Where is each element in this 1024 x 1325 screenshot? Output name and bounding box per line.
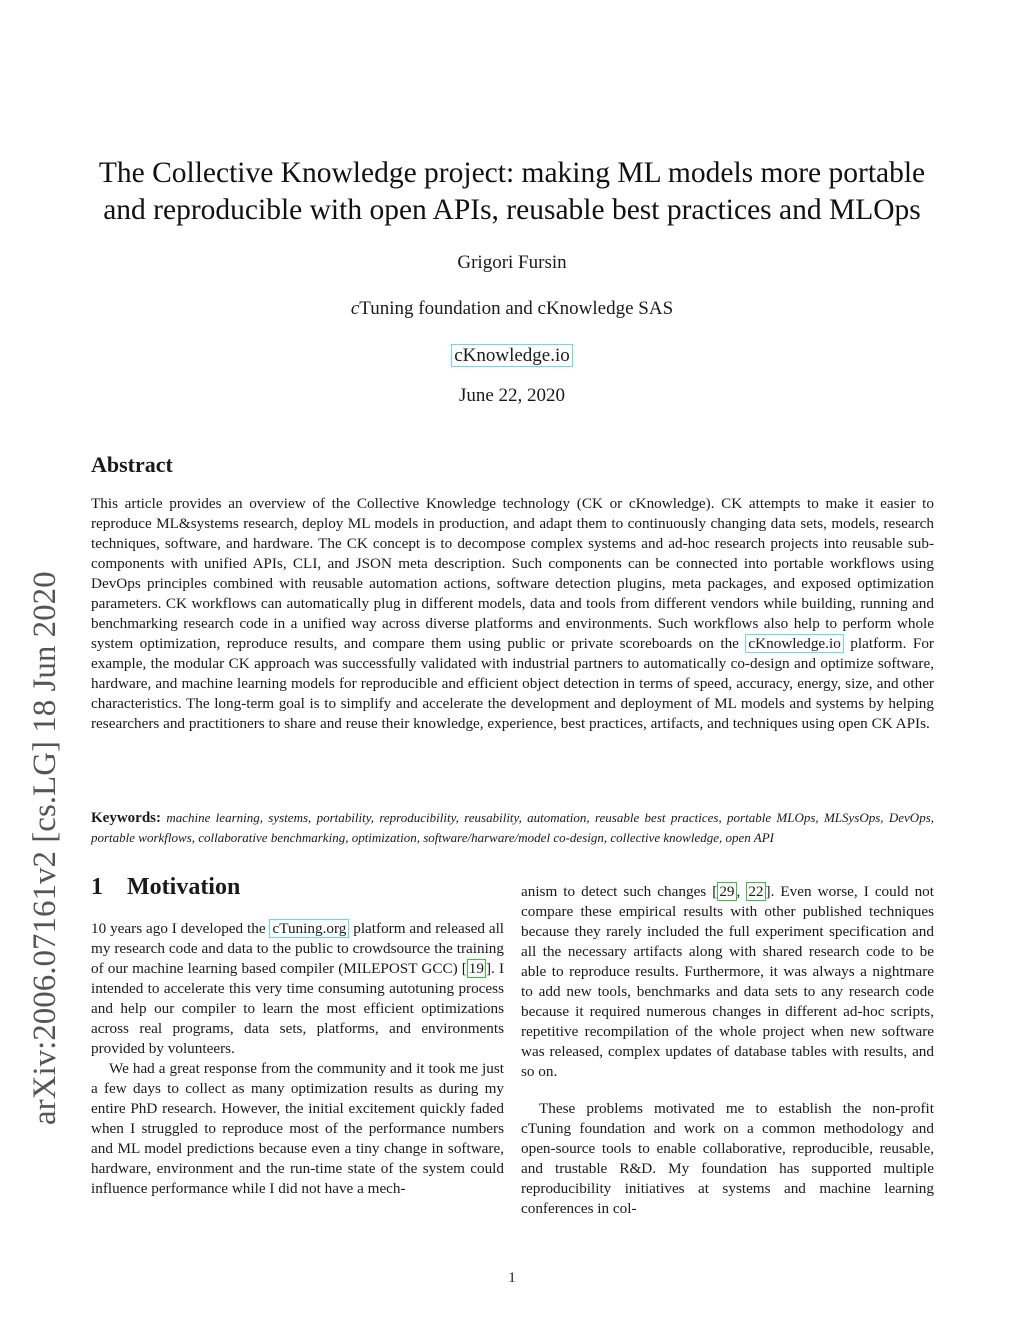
website-line <box>60 344 964 368</box>
left-p1-text-b: platform and released all my research code and data to the public to crowdsource the training of our machine learning based compiler (MILEPOST GCC) <box>91 920 505 977</box>
right-p1-text-b: ]. Even worse, I could not compare these empirical results with other published techniques because they rarely included the full experiment specification and all the necessary artifacts along with shared research code to be able to reproduce results. Furthermore, it was always a nightmare to add new tools, benchmarks and data sets to any research code because it required numerous changes in different ad-hoc scripts, repetitive recompilation of the whole project when new software was released, complex updates of database tables with results, and so on. <box>521 883 934 1080</box>
right-column <box>521 882 934 1219</box>
right-paragraph-2: These problems motivated me to establish the non-profit cTuning foundation and work on a common methodology and open-source tools to enable collaborative, reproducible, reusable, and trustable R&D. My foundation has supported multiple reproducibility initiatives at systems and machine learning conferences in col- <box>521 1100 934 1217</box>
citation-separator: , <box>736 883 747 900</box>
section-number: 1 <box>91 874 103 900</box>
page-number: 1 <box>508 1270 516 1286</box>
keywords-label: Keywords: <box>91 810 161 826</box>
paragraph-gap <box>521 1082 934 1099</box>
affiliation <box>60 297 964 321</box>
section-heading <box>91 874 240 901</box>
abstract-body <box>91 494 934 734</box>
affiliation-italic-c: c <box>350 298 360 319</box>
right-paragraph-1 <box>521 882 934 1082</box>
citation-29[interactable]: 29 <box>719 883 735 900</box>
citation-19[interactable]: 19 <box>468 960 484 977</box>
ctuning-link[interactable]: cTuning.org <box>269 919 349 938</box>
left-paragraph-1: 10 years ago I developed the cTuning.org platform and released all my research code and data to the public to crowdsource the training of our machine learning based compiler (MILEPOST GCC) [ 19 ]. I intended to accelerate this very time consuming autotuning process and help our compiler to learn the most efficient optimizations across real programs, data sets, platforms, and environments provided by volunteers. <box>91 920 505 1057</box>
arxiv-side-stamp: arXiv:2006.07161v2 [cs.LG] 18 Jun 2020 <box>27 571 63 1125</box>
abstract-cknowledge-link[interactable]: cKnowledge.io <box>745 634 843 653</box>
keywords-list: machine learning, systems, portability, reproducibility, reusability, automation, reusable best practices, portable MLOps, MLSysOps, DevOps, portable workflows, collaborative benchmarking, optimization, software/harware/model co-design, collective knowledge, open API <box>91 810 935 845</box>
keywords-block <box>91 808 934 848</box>
left-paragraph-2: We had a great response from the community and it took me just a few days to collect as many optimization results as during my entire PhD research. However, the initial excitement quickly faded when I struggled to reproduce most of the performance numbers and ML model predictions because even a tiny change in software, hardware, environment and the run-time state of the system could influence performance while I did not have a mech- <box>91 1060 504 1197</box>
abstract-text-part1: This article provides an overview of the Collective Knowledge technology (CK or cKnowledge). CK attempts to make it easier to reproduce ML&systems research, deploy ML models in production, and adapt them to continuously changing data sets, models, research techniques, software, and hardware. The CK concept is to decompose complex systems and ad-hoc research projects into reusable sub-components with unified APIs, CLI, and JSON meta description. Such components can be connected into portable workflows using DevOps principles combined with reusable automation actions, software detection plugins, meta packages, and exposed optimization parameters. CK workflows can automatically plug in different models, data and tools from different vendors while building, running and benchmarking research code in a unified way across diverse platforms and environments. Such workflows also help to perform whole system optimization, reproduce results, and compare them using public or private scoreboards on the <box>91 495 934 652</box>
left-column <box>91 919 504 1199</box>
left-p1-text-a: 10 years ago I developed the <box>91 920 266 937</box>
abstract-text-part2: platform. For example, the modular CK approach was successfully validated with industrial partners to automatically co-design and optimize software, hardware, and machine learning models for reproducible and efficient object detection in terms of speed, accuracy, energy, size, and other characteristics. The long-term goal is to simplify and accelerate the development and deployment of ML models and systems by helping researchers and practitioners to share and reuse their knowledge, experience, best practices, artifacts, and techniques using open CK APIs. <box>91 635 934 732</box>
author-name: Grigori Fursin <box>457 252 567 273</box>
website-link[interactable]: cKnowledge.io <box>451 344 573 367</box>
left-p1-text-c: . I intended to accelerate this very time consuming autotuning process and help our compiler to learn the most efficient optimizations across real programs, data sets, platforms, and environments provided by volunteers. <box>91 960 504 1057</box>
affiliation-text: Tuning foundation and cKnowledge SAS <box>359 298 674 319</box>
title-line-1: The Collective Knowledge project: making ML models more portable <box>98 157 926 189</box>
paper-title <box>60 155 964 229</box>
title-line-2: and reproducible with open APIs, reusable best practices and MLOps <box>103 194 921 226</box>
section-title: Motivation <box>127 874 241 900</box>
abstract-heading: Abstract <box>91 452 173 477</box>
right-p1-text-a: anism to detect such changes [ <box>521 883 718 900</box>
citation-22[interactable]: 22 <box>748 883 764 900</box>
paper-date: June 22, 2020 <box>458 385 566 406</box>
